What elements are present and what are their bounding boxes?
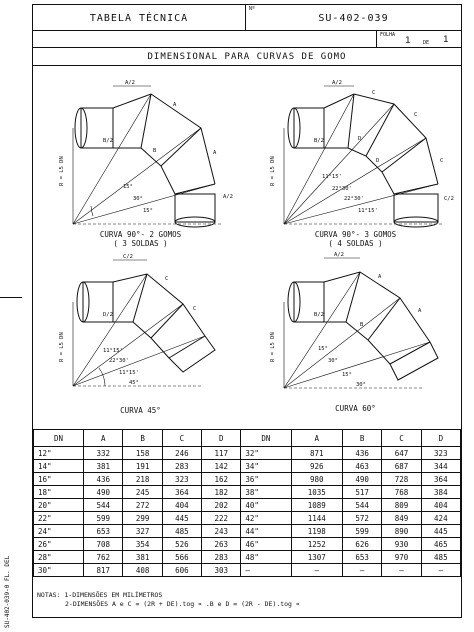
table-cell: 323 — [162, 473, 201, 486]
table-cell: 1198 — [291, 525, 343, 538]
column-header-c: C — [382, 430, 421, 447]
table-cell: 222 — [202, 512, 241, 525]
label-a-2: A — [213, 150, 217, 156]
table-cell: 485 — [162, 525, 201, 538]
table-cell: 283 — [202, 551, 241, 564]
label-a: A — [378, 274, 382, 280]
table-cell: 246 — [162, 447, 201, 460]
column-header-b: B — [343, 430, 382, 447]
table-cell: 272 — [123, 499, 162, 512]
table-cell: 485 — [421, 551, 460, 564]
figure-curve-60 — [248, 246, 463, 426]
label-r: R = L5 DN — [270, 156, 276, 186]
table-cell: 327 — [123, 525, 162, 538]
table-cell: 364 — [421, 473, 460, 486]
table-cell: 36" — [241, 473, 291, 486]
table-cell: 46" — [241, 538, 291, 551]
table-cell: 572 — [343, 512, 382, 525]
caption-45-line1: CURVA 45° — [120, 406, 161, 415]
outer-contour — [113, 94, 215, 184]
table-cell: 323 — [421, 447, 460, 460]
table-cell: 117 — [202, 447, 241, 460]
table-cell: 424 — [421, 512, 460, 525]
table-cell: 303 — [202, 564, 241, 577]
label-a-2: A — [418, 308, 422, 314]
figure-curve-90-2-segments — [33, 66, 248, 246]
table-cell: 1307 — [291, 551, 343, 564]
table-cell: 926 — [291, 460, 343, 473]
table-cell: 809 — [382, 499, 421, 512]
table-cell: 30" — [34, 564, 84, 577]
table-cell: 12" — [34, 447, 84, 460]
table-header-row — [34, 430, 461, 447]
label-c2: C/2 — [123, 254, 133, 260]
caption-45 — [33, 406, 248, 415]
number-label: Nº — [249, 6, 256, 12]
header-row-2 — [33, 31, 461, 48]
table-cell: 364 — [162, 486, 201, 499]
label-15b: 15° — [143, 208, 153, 214]
table-cell: 381 — [123, 551, 162, 564]
side-stamp — [4, 528, 16, 632]
table-cell: 24" — [34, 525, 84, 538]
label-22b: 22°30' — [344, 196, 364, 202]
caption-90-2-line1: CURVA 90°- 2 GOMOS — [99, 230, 182, 239]
table-cell: 890 — [382, 525, 421, 538]
label-r: R = L5 DN — [59, 332, 65, 362]
column-header-a: A — [84, 430, 123, 447]
label-15: 15° — [318, 346, 328, 352]
table-cell: 32" — [241, 447, 291, 460]
table-cell: 202 — [202, 499, 241, 512]
table-cell: — — [382, 564, 421, 577]
caption-90-3-line1: CURVA 90°- 3 GOMOS — [314, 230, 397, 239]
label-c: C — [372, 90, 376, 96]
technical-sheet — [32, 4, 462, 618]
table-cell: 14" — [34, 460, 84, 473]
table-cell: 970 — [382, 551, 421, 564]
table-cell: 980 — [291, 473, 343, 486]
column-header-b: B — [123, 430, 162, 447]
table-cell: 1252 — [291, 538, 343, 551]
label-b2: B/2 — [103, 138, 113, 144]
table-cell: 526 — [162, 538, 201, 551]
table-row — [34, 447, 461, 460]
table-row — [34, 564, 461, 577]
table-cell: 930 — [382, 538, 421, 551]
table-cell: 653 — [84, 525, 123, 538]
label-d-2: D — [376, 158, 380, 164]
column-header-d: D — [202, 430, 241, 447]
table-cell: 463 — [343, 460, 382, 473]
label-11b: 11°15' — [119, 370, 139, 376]
curve-90-2-segments-drawing — [33, 66, 248, 246]
table-cell: 653 — [343, 551, 382, 564]
label-a2-2: A/2 — [223, 194, 233, 200]
table-cell: 599 — [84, 512, 123, 525]
column-header-c: C — [162, 430, 201, 447]
table-row — [34, 551, 461, 564]
table-cell: 299 — [123, 512, 162, 525]
table-cell: 191 — [123, 460, 162, 473]
figure-curve-90-3-segments — [248, 66, 463, 246]
table-cell: 517 — [343, 486, 382, 499]
column-header-dn: DN — [241, 430, 291, 447]
label-45: 45° — [129, 380, 139, 386]
table-cell: 647 — [382, 447, 421, 460]
table-cell: 26" — [34, 538, 84, 551]
sheet-current: 1 — [405, 36, 411, 46]
table-cell: 849 — [382, 512, 421, 525]
caption-60-line1: CURVA 60° — [335, 404, 376, 413]
table-cell: 404 — [421, 499, 460, 512]
table-cell: 44" — [241, 525, 291, 538]
label-a2: A/2 — [125, 80, 135, 86]
table-row — [34, 525, 461, 538]
notes — [37, 591, 300, 609]
table-cell: 490 — [84, 486, 123, 499]
table-cell: — — [421, 564, 460, 577]
sheet-total: 1 — [443, 35, 449, 45]
label-b: B — [360, 322, 364, 328]
table-cell: 566 — [162, 551, 201, 564]
table-cell: 445 — [421, 525, 460, 538]
table-cell: 544 — [84, 499, 123, 512]
label-d2: D/2 — [103, 312, 113, 318]
table-row — [34, 460, 461, 473]
caption-60 — [248, 404, 463, 413]
table-cell: 38" — [241, 486, 291, 499]
label-c-2: C — [414, 112, 418, 118]
table-cell: 599 — [343, 525, 382, 538]
table-cell: — — [241, 564, 291, 577]
outlet-pipe — [394, 194, 438, 222]
column-header-d: D — [421, 430, 460, 447]
table-cell: 404 — [162, 499, 201, 512]
table-cell: 762 — [84, 551, 123, 564]
dimension-table — [33, 429, 461, 577]
table-cell: 354 — [123, 538, 162, 551]
table-cell: 22" — [34, 512, 84, 525]
caption-90-2-line2: ( 3 SOLDAS ) — [113, 239, 168, 248]
table-cell: 1144 — [291, 512, 343, 525]
label-d: D — [358, 136, 362, 142]
label-30b: 30° — [356, 382, 366, 388]
label-r: R = L5 DN — [270, 332, 276, 362]
caption-90-3-line2: ( 4 SOLDAS ) — [328, 239, 383, 248]
column-header-a: A — [291, 430, 343, 447]
ray-3 — [73, 184, 215, 224]
table-cell: 283 — [162, 460, 201, 473]
curve-45-drawing — [33, 246, 248, 426]
table-cell: 162 — [202, 473, 241, 486]
table-cell: 28" — [34, 551, 84, 564]
label-22: 22°30' — [332, 186, 352, 192]
table-cell: 687 — [382, 460, 421, 473]
table-cell: 218 — [123, 473, 162, 486]
table-cell: 384 — [421, 486, 460, 499]
label-11b: 11°15' — [358, 208, 378, 214]
table-cell: 48" — [241, 551, 291, 564]
table-cell: 436 — [84, 473, 123, 486]
table-cell: 606 — [162, 564, 201, 577]
table-cell: 626 — [343, 538, 382, 551]
table-row — [34, 499, 461, 512]
note-1: NOTAS: 1-DIMENSÕES EM MILÍMETROS — [37, 591, 163, 599]
label-c-3: C — [440, 158, 444, 164]
table-row — [34, 538, 461, 551]
label-11: 11°15' — [322, 174, 342, 180]
side-stamp-text: SU-402-039-0 FL. DEL — [4, 555, 11, 628]
table-cell: 817 — [84, 564, 123, 577]
label-c-2: C — [193, 306, 197, 312]
table-cell: 408 — [123, 564, 162, 577]
table-cell: 871 — [291, 447, 343, 460]
table-cell: 263 — [202, 538, 241, 551]
note-2: 2-DIMENSÕES A e C = (2R + DE).tog ∝ .B e D = (2R - DE).tog ∝ — [65, 600, 300, 608]
label-b: B — [153, 148, 157, 154]
table-cell: 381 — [84, 460, 123, 473]
table-cell: — — [291, 564, 343, 577]
table-cell: 158 — [123, 447, 162, 460]
table-cell: 332 — [84, 447, 123, 460]
table-cell: 436 — [343, 447, 382, 460]
outlet-pipe — [175, 194, 215, 222]
table-row — [34, 512, 461, 525]
label-r: R = L5 DN — [59, 156, 65, 186]
label-a2: A/2 — [332, 80, 342, 86]
table-body — [34, 447, 461, 577]
label-b2: B/2 — [314, 138, 324, 144]
label-c: C — [165, 276, 169, 282]
table-cell: 42" — [241, 512, 291, 525]
column-header-dn: DN — [34, 430, 84, 447]
table-cell: 16" — [34, 473, 84, 486]
table-cell: 40" — [241, 499, 291, 512]
table-cell: 1089 — [291, 499, 343, 512]
curve-60-drawing — [248, 246, 463, 426]
table-row — [34, 486, 461, 499]
table-cell: 708 — [84, 538, 123, 551]
table-cell: — — [343, 564, 382, 577]
table-cell: 182 — [202, 486, 241, 499]
table-cell: 544 — [343, 499, 382, 512]
sheet-label: FOLHA — [380, 32, 396, 38]
sheet-of-label: DE — [423, 40, 430, 46]
table-cell: 243 — [202, 525, 241, 538]
document-subtitle: DIMENSIONAL PARA CURVAS DE GOMO — [33, 48, 461, 66]
ray-2 — [73, 128, 201, 224]
table-cell: 142 — [202, 460, 241, 473]
table-cell: 344 — [421, 460, 460, 473]
label-b2: B/2 — [314, 312, 324, 318]
table-cell: 245 — [123, 486, 162, 499]
weld-line-2 — [161, 128, 201, 166]
table-cell: 490 — [343, 473, 382, 486]
label-a2: A/2 — [334, 252, 344, 258]
margin-mark — [0, 297, 22, 298]
table-row — [34, 473, 461, 486]
table-cell: 18" — [34, 486, 84, 499]
label-15b: 15° — [342, 372, 352, 378]
header — [33, 5, 461, 31]
curve-90-3-segments-drawing — [248, 66, 463, 246]
table-cell: 34" — [241, 460, 291, 473]
label-30: 30° — [133, 196, 143, 202]
label-30: 30° — [328, 358, 338, 364]
table-cell: 768 — [382, 486, 421, 499]
document-code: SU-402-039 — [318, 12, 389, 24]
table-cell: 728 — [382, 473, 421, 486]
sheet-title: TABELA TÉCNICA — [33, 5, 246, 31]
label-c2: C/2 — [444, 196, 454, 202]
table-cell: 1035 — [291, 486, 343, 499]
sheet-counter — [376, 31, 463, 48]
figure-curve-45 — [33, 246, 248, 426]
label-22: 22°30' — [109, 358, 129, 364]
table-cell: 465 — [421, 538, 460, 551]
table-cell: 445 — [162, 512, 201, 525]
table-cell: 20" — [34, 499, 84, 512]
label-11: 11°15' — [103, 348, 123, 354]
label-15: 15° — [123, 184, 133, 190]
drawings-area — [33, 66, 461, 426]
label-a: A — [173, 102, 177, 108]
